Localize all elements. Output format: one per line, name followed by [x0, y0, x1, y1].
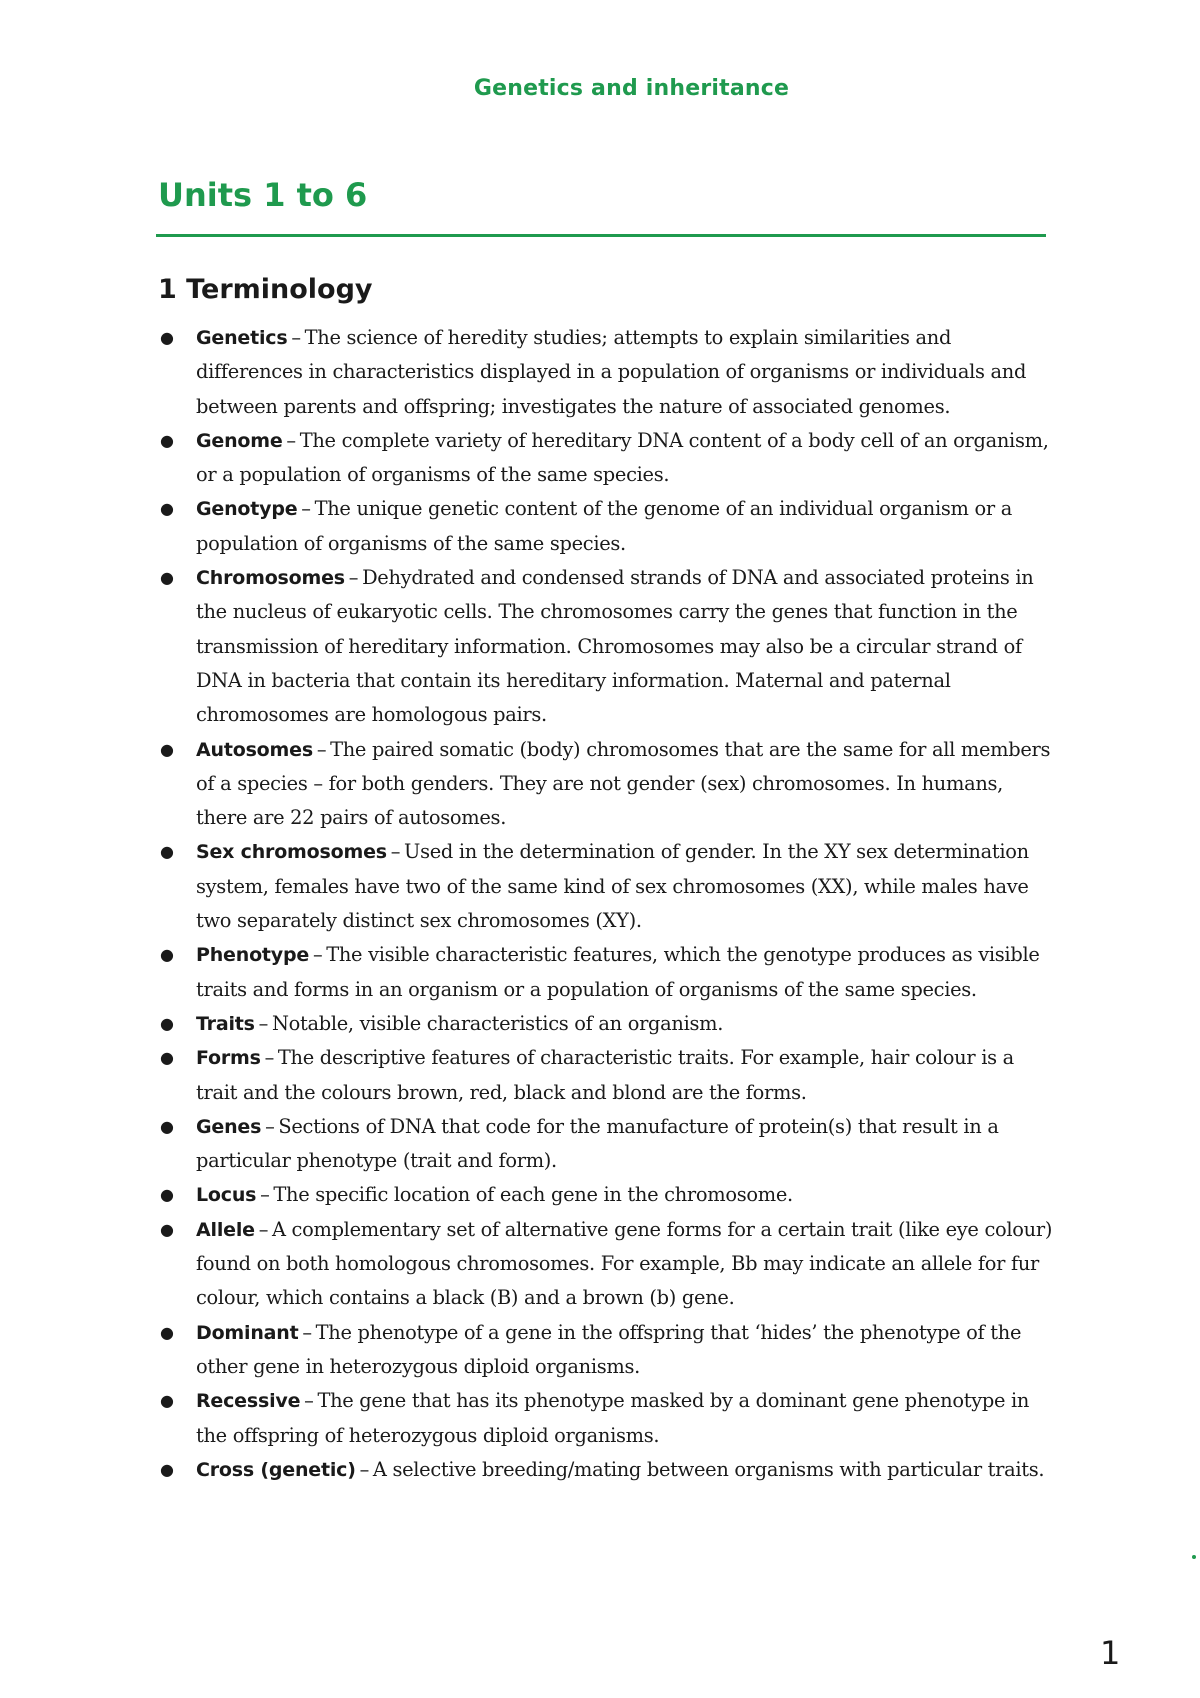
dash-separator: –: [260, 1183, 270, 1207]
term-definition: A selective breeding/mating between organisms with particular traits.: [372, 1457, 1045, 1481]
bullet-icon: ●: [160, 499, 174, 519]
list-item: [158, 733, 1058, 836]
term-definition: A complementary set of alternative gene forms for a certain trait (like eye colour) found on both homologous chromosomes. For example, Bb may indicate an allele for fur colour, which contains a black (B) and a brown (b) gene.: [196, 1217, 1053, 1310]
bullet-icon: ●: [160, 1048, 174, 1068]
list-item: [158, 1213, 1058, 1316]
term-definition: The unique genetic content of the genome of an individual organism or a population of organisms of the same species.: [196, 497, 1012, 555]
term-name: Autosomes: [196, 738, 313, 761]
dash-separator: –: [390, 840, 401, 864]
bullet-icon: ●: [160, 1322, 174, 1342]
bullet-icon: ●: [160, 739, 174, 759]
term-definition: The complete variety of hereditary DNA content of a body cell of an organism, or a population of organisms of the same species.: [196, 428, 1049, 487]
term-name: Recessive: [196, 1390, 301, 1413]
dash-separator: –: [265, 1114, 275, 1138]
terminology-list: [158, 321, 1058, 1487]
list-item: [158, 561, 1058, 732]
dash-separator: –: [258, 1011, 269, 1035]
term-name: Cross (genetic): [196, 1458, 356, 1481]
dash-separator: –: [359, 1457, 370, 1481]
bullet-icon: ●: [160, 568, 174, 588]
term-name: Genes: [196, 1115, 262, 1138]
dash-separator: –: [304, 1389, 314, 1413]
list-item: [158, 938, 1058, 1007]
list-item: [158, 321, 1058, 424]
list-item: [158, 424, 1058, 493]
list-item: [158, 1041, 1058, 1110]
dash-separator: –: [264, 1046, 275, 1070]
term-definition: The paired somatic (body) chromosomes that are the same for all members of a species – for both genders. They are not gender (sex) chromosomes. In humans, there are 22 pairs of autosomes.: [196, 737, 1051, 830]
term-name: Chromosomes: [196, 567, 345, 590]
bullet-icon: ●: [160, 430, 174, 450]
term-name: Allele: [196, 1218, 255, 1241]
dash-separator: –: [291, 326, 301, 349]
title-divider: [156, 234, 1046, 237]
term-name: Forms: [196, 1047, 261, 1070]
term-name: Sex chromosomes: [196, 841, 387, 864]
running-header: Genetics and inheritance: [473, 76, 790, 101]
dash-separator: –: [316, 737, 327, 761]
dash-separator: –: [312, 943, 323, 967]
term-definition: Used in the determination of gender. In the XY sex determination system, females have two of the same kind of sex chromosomes (XX), while males have two separately distinct sex chromosomes (XY).: [196, 840, 1029, 933]
margin-dot: [1192, 1555, 1196, 1559]
term-definition: Dehydrated and condensed strands of DNA and associated proteins in the nucleus of eukaryotic cells. The chromosomes carry the genes that function in the transmission of hereditary information. Chromosomes may also be a circular strand of DNA in bacteria that contain its hereditary information. Maternal and paternal chromosomes are homologous pairs.: [196, 566, 1034, 727]
page-number: 1: [1100, 1634, 1121, 1672]
list-item: [158, 1007, 1058, 1041]
page-title: Units 1 to 6: [158, 176, 368, 214]
list-item: [158, 1384, 1058, 1453]
term-definition: The science of heredity studies; attempts to explain similarities and differences in characteristics displayed in a population of organisms or individuals and between parents and offspring; investigates the nature of associated genomes.: [196, 326, 1027, 418]
list-item: [158, 1453, 1058, 1487]
bullet-icon: ●: [160, 1116, 174, 1136]
term-definition: The gene that has its phenotype masked by a dominant gene phenotype in the offspring of heterozygous diploid organisms.: [196, 1389, 1030, 1447]
dash-separator: –: [258, 1217, 269, 1241]
term-name: Locus: [196, 1184, 257, 1207]
bullet-icon: ●: [160, 1219, 174, 1239]
dash-separator: –: [348, 566, 359, 590]
bullet-icon: ●: [160, 1013, 174, 1033]
list-item: [158, 1110, 1058, 1179]
term-name: Genotype: [196, 498, 298, 521]
term-definition: The specific location of each gene in the chromosome.: [273, 1183, 793, 1207]
bullet-icon: ●: [160, 842, 174, 862]
bullet-icon: ●: [160, 1459, 174, 1479]
term-definition: Sections of DNA that code for the manufacture of protein(s) that result in a particular phenotype (trait and form).: [196, 1114, 999, 1173]
term-definition: Notable, visible characteristics of an organism.: [271, 1011, 724, 1035]
list-item: [158, 1178, 1058, 1212]
bullet-icon: ●: [160, 328, 174, 347]
term-name: Genetics: [196, 327, 288, 349]
term-name: Traits: [196, 1012, 255, 1035]
bullet-icon: ●: [160, 945, 174, 965]
term-name: Genome: [196, 429, 283, 452]
dash-separator: –: [286, 428, 296, 452]
term-definition: The visible characteristic features, which the genotype produces as visible traits and forms in an organism or a population of organisms of the same species.: [196, 943, 1040, 1001]
bullet-icon: ●: [160, 1391, 174, 1411]
list-item: [158, 1316, 1058, 1385]
dash-separator: –: [301, 497, 311, 521]
bullet-icon: ●: [160, 1185, 174, 1205]
list-item: [158, 835, 1058, 938]
term-definition: The descriptive features of characteristic traits. For example, hair colour is a trait and the colours brown, red, black and blond are the forms.: [196, 1046, 1014, 1104]
section-heading: 1 Terminology: [158, 274, 373, 305]
term-definition: The phenotype of a gene in the offspring that ‘hides’ the phenotype of the other gene in heterozygous diploid organisms.: [196, 1320, 1022, 1378]
dash-separator: –: [302, 1320, 312, 1344]
term-name: Phenotype: [196, 944, 310, 967]
term-name: Dominant: [196, 1321, 299, 1344]
list-item: [158, 492, 1058, 561]
